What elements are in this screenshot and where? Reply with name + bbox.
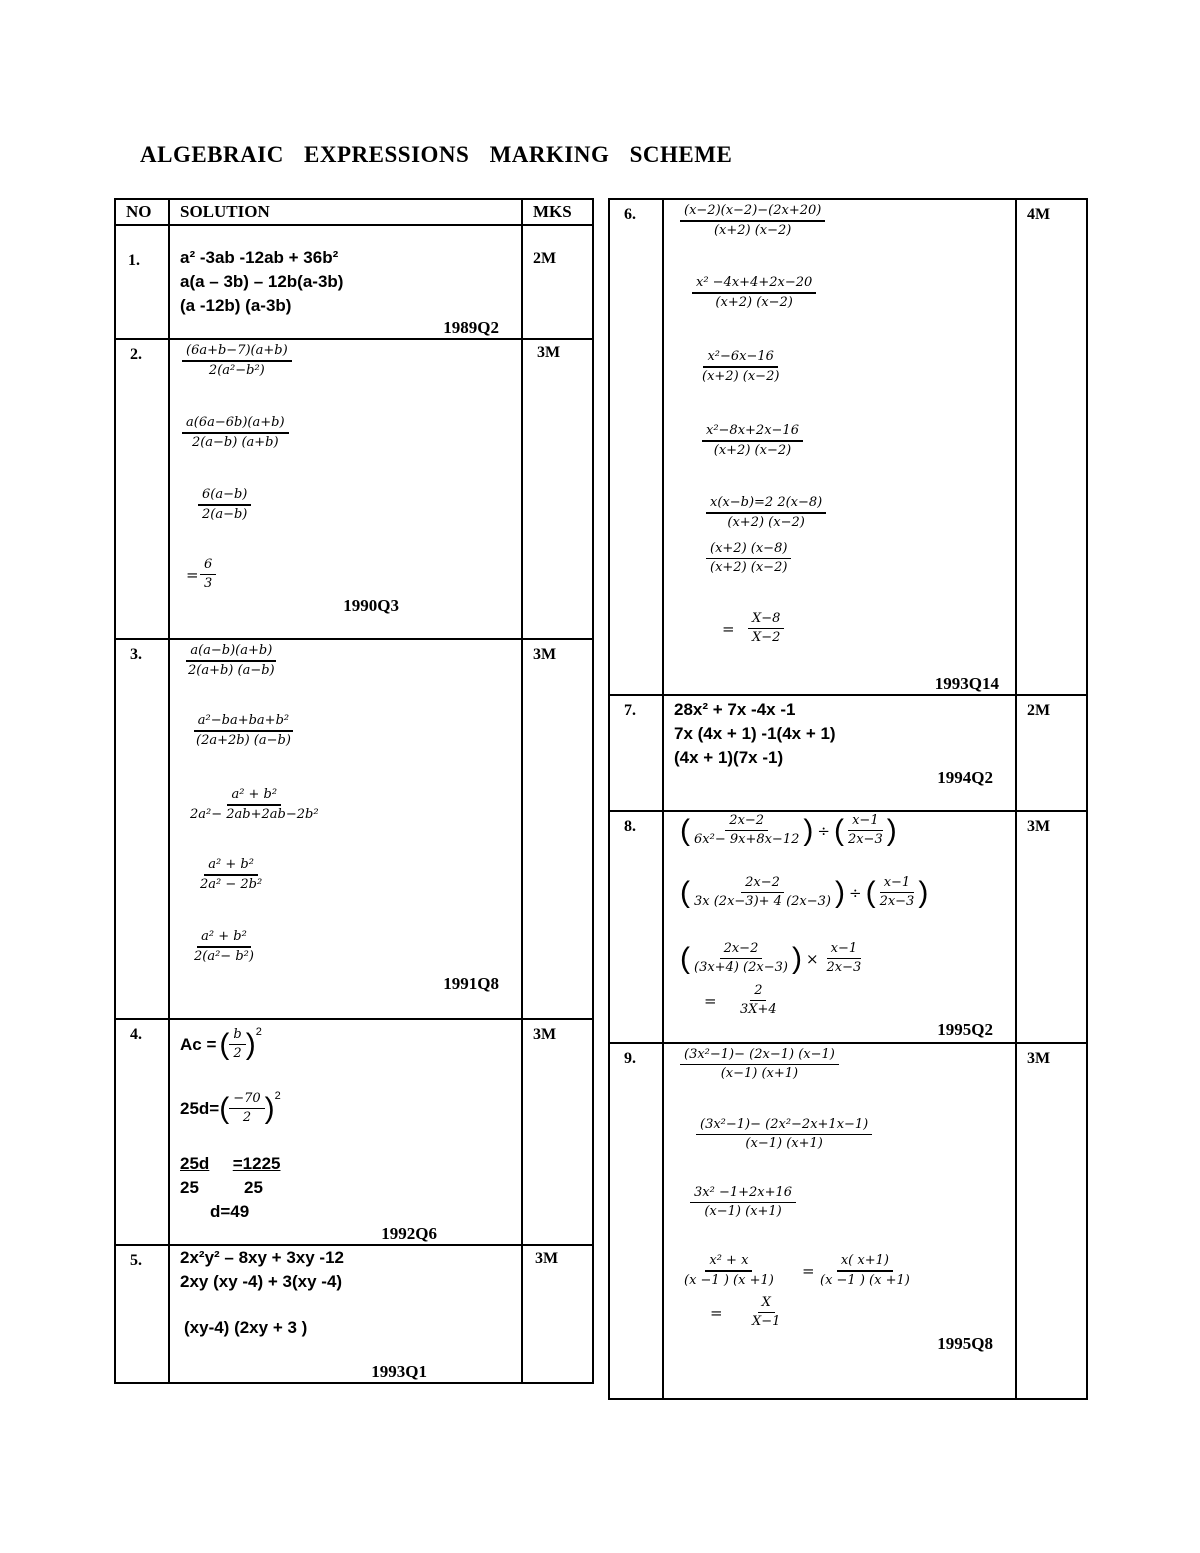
right-marking-table — [608, 198, 1088, 1400]
q8-equals: = — [704, 992, 717, 1010]
q5-line-2: 2xy (xy -4) + 3(xy -4) — [180, 1272, 343, 1291]
q4-solution — [169, 1019, 522, 1245]
left-marking-table — [114, 198, 594, 1384]
q3-number: 3. — [115, 639, 169, 1019]
q2-solution — [169, 339, 522, 639]
q6-frac-3: $\frac{\text{x²−6x−16}}{(x+2) (x-2)}$ — [702, 349, 780, 384]
q4-line-4b: 25 — [244, 1178, 263, 1197]
q6-number: 6. — [609, 199, 663, 695]
q6-frac-1: $\frac{(x-2)(x-2)-(2x+20)}{(x+2) (x-2)}$ — [680, 202, 825, 240]
q1-line-2: a(a – 3b) – 12b(a-3b) — [180, 272, 344, 291]
q3-frac-1: $\frac{a(a-b)(a+b)}{2(a+b) (a-b)}$ — [188, 643, 275, 678]
q9-marks: 3M — [1016, 1043, 1087, 1399]
q6-marks: 4M — [1016, 199, 1087, 695]
q8-result: $\frac{2}{3X+4}$ — [740, 983, 777, 1017]
q5-line-3: (xy-4) (2xy + 3 ) — [184, 1318, 308, 1337]
q5-marks: 3M — [522, 1245, 593, 1383]
q5-number: 5. — [115, 1245, 169, 1383]
q9-frac-2: $\frac{\text{(3x²−1)− (2x²−2x+1x−1)}}{(x-1) (x+1)}$ — [696, 1116, 872, 1153]
q1-line-3: (a -12b) (a-3b) — [180, 296, 292, 315]
q3-frac-3: $\frac{\text{a² + b²}}{\text{2a²− 2ab+2ab−2b²}}$ — [190, 787, 319, 822]
q7-line-1: 28x² + 7x -4x -1 — [674, 700, 796, 719]
q9-frac-3: $\frac{\text{3x² −1+2x+16}}{(x-1) (x+1)}$ — [690, 1184, 796, 1221]
q3-frac-5: $\frac{\text{a² + b²}}{\text{2(a²− b²)}}$ — [194, 929, 254, 964]
page-title: ALGEBRAIC EXPRESSIONS MARKING SCHEME — [140, 142, 733, 167]
q7-line-3: (4x + 1)(7x -1) — [674, 748, 784, 767]
header-solution: SOLUTION — [169, 199, 522, 225]
q6-frac-5: $\frac{x(x-b)=2 2(x-8)}{(x+2) (x-2)}$ — [706, 494, 826, 532]
q4-line-3b: =1225 — [232, 1154, 281, 1173]
q5-line-1: 2x²y² – 8xy + 3xy -12 — [180, 1248, 344, 1267]
q2-frac-2: $\frac{a(6a-6b)(a+b)}{2(a-b) (a+b)}$ — [182, 414, 289, 452]
header-marks: MKS — [522, 199, 593, 225]
q4-line-5: d=49 — [210, 1202, 250, 1221]
q9-frac-4: $\frac{\text{x² + x}}{(x -1 ) (x +1)}$ — [684, 1253, 774, 1288]
q9-equals-2: = — [710, 1304, 723, 1322]
q9-solution — [663, 1043, 1016, 1399]
q7-line-2: 7x (4x + 1) -1(4x + 1) — [674, 724, 836, 743]
q9-frac-1: $\frac{\text{(3x²−1)− (2x−1) (x−1)}}{(x-1) (x+1)}$ — [680, 1046, 839, 1083]
q2-frac-1: $\frac{(6a+b-7)(a+b)}{\text{2(a²−b²)}}$ — [182, 342, 292, 380]
q7-solution — [663, 695, 1016, 811]
q7-year: 1994Q2 — [937, 768, 993, 787]
q1-marks: 2M — [522, 225, 593, 339]
q4-line-4a: 25 — [180, 1178, 199, 1197]
q9-equals-1: = — [802, 1262, 815, 1280]
q9-year: 1995Q8 — [937, 1334, 993, 1353]
q1-number: 1. — [115, 225, 169, 339]
q7-number: 7. — [609, 695, 663, 811]
q3-solution — [169, 639, 522, 1019]
q8-solution — [663, 811, 1016, 1043]
q2-number: 2. — [115, 339, 169, 639]
q6-frac-7: $\frac{X-8}{X-2}$ — [748, 610, 784, 647]
q8-line-1: ( $\frac{2x-2}{\text{6x²− 9x+8x−12}}$ ) ÷ ( $\frac{x-1}{2x-3}$ ) — [680, 813, 897, 847]
q4-line-2: 25d= ( $\frac{-70}{2}$ ) 2 — [180, 1090, 281, 1125]
q7-marks: 2M — [1016, 695, 1087, 811]
q2-frac-3: $\frac{6(a-b)}{2(a-b)}$ — [198, 486, 251, 524]
q1-solution — [169, 225, 522, 339]
q3-frac-2: $\frac{\text{a²−ba+ba+b²}}{(2a+2b) (a-b)}$ — [192, 712, 295, 750]
q4-marks: 3M — [522, 1019, 593, 1245]
q3-marks: 3M — [522, 639, 593, 1019]
q5-year: 1993Q1 — [371, 1362, 427, 1381]
q9-frac-6: $\frac{X}{X-1}$ — [752, 1295, 781, 1329]
q6-solution — [663, 199, 1016, 695]
q9-frac-5: $\frac{x( x+1)}{(x -1 ) (x +1)}$ — [820, 1253, 910, 1288]
q3-year: 1991Q8 — [443, 974, 499, 993]
q1-line-1: a² -3ab -12ab + 36b² — [180, 248, 339, 267]
q6-year: 1993Q14 — [934, 674, 999, 693]
q2-year: 1990Q3 — [343, 596, 399, 615]
q8-line-2: ( $\frac{2x-2}{3x (2x-3)+ 4 (2x-3)}$ ) ÷ ( $\frac{x-1}{2x-3}$ ) — [680, 875, 929, 909]
q8-marks: 3M — [1016, 811, 1087, 1043]
q6-frac-6: $\frac{(x+2) (x-8)}{(x+2) (x-2)}$ — [706, 540, 791, 577]
q3-frac-4: $\frac{\text{a² + b²}}{\text{2a² − 2b²}}$ — [200, 857, 263, 892]
q8-number: 8. — [609, 811, 663, 1043]
q4-year: 1992Q6 — [381, 1224, 437, 1243]
q6-frac-4: $\frac{\text{x²−8x+2x−16}}{(x+2) (x-2)}$ — [702, 422, 803, 460]
q8-line-3: ( $\frac{2x-2}{(3x+4) (2x-3)}$ ) × $\frac{x-1}{2x-3}$ — [680, 941, 862, 975]
q4-line-1: Ac = ( $\frac{b}{2}$ ) 2 — [180, 1026, 262, 1061]
header-no: NO — [115, 199, 169, 225]
q2-equals: = — [186, 566, 199, 584]
q1-year: 1989Q2 — [443, 318, 499, 337]
q4-number: 4. — [115, 1019, 169, 1245]
q9-number: 9. — [609, 1043, 663, 1399]
q2-frac-4: $\frac{6}{3}$ — [200, 556, 216, 593]
q5-solution — [169, 1245, 522, 1383]
q2-marks: 3M — [522, 339, 593, 639]
q8-year: 1995Q2 — [937, 1020, 993, 1039]
q6-equals: = — [722, 620, 735, 638]
q6-frac-2: $\frac{\text{x² −4x+4+2x−20}}{(x+2) (x-2)}$ — [692, 274, 816, 312]
q4-line-3a: 25d — [180, 1154, 210, 1173]
